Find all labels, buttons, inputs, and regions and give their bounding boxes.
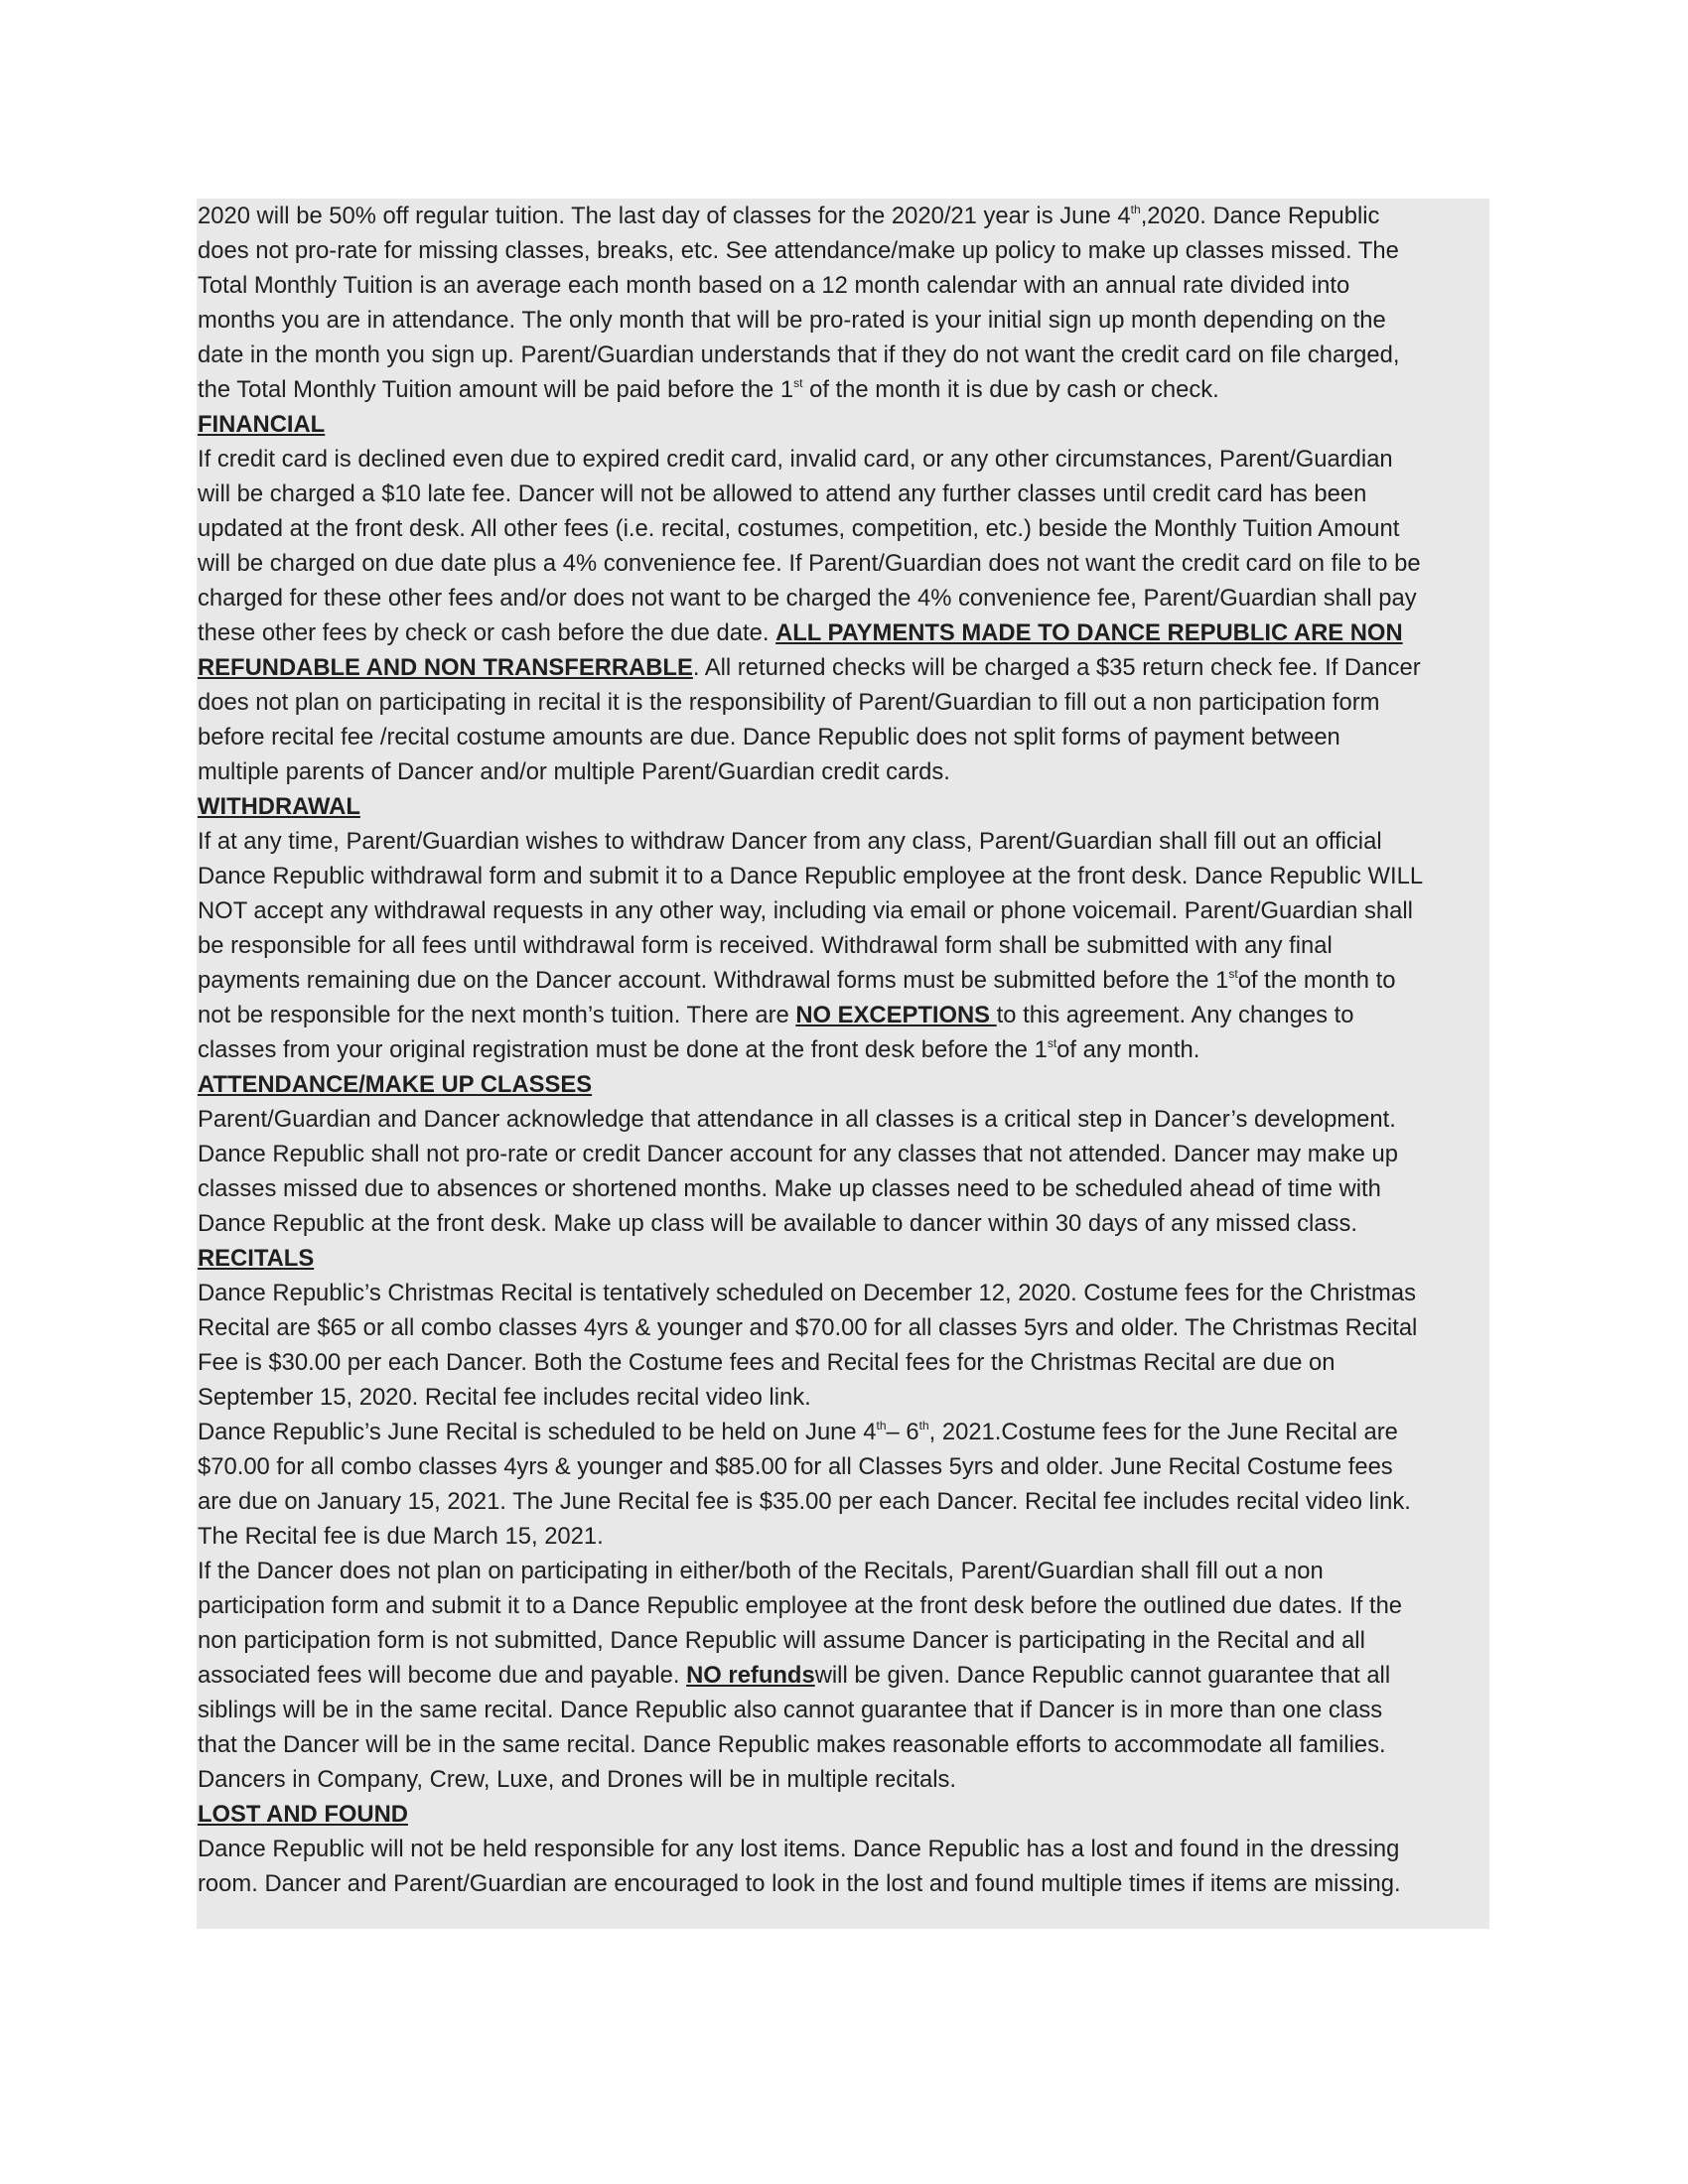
tuition-line-4: months you are in attendance. The only month that will be pro-rated is your initial sign up month depending on the: [198, 307, 1386, 334]
financial-line-6: [197, 615, 1489, 650]
attendance-line-2: Dance Republic shall not pro-rate or credit Dancer account for any classes that not attended. Dancer may make up: [198, 1141, 1398, 1167]
financial-line-1: If credit card is declined even due to expired credit card, invalid card, or any other circumstances, Parent/Guardian: [198, 446, 1393, 473]
text-run: the Total Monthly Tuition amount will be paid before the 1: [198, 376, 794, 403]
recitals-line-3: Fee is $30.00 per each Dancer. Both the Costume fees and Recital fees for the Christmas Recital are due on: [198, 1349, 1336, 1376]
financial-line-10: multiple parents of Dancer and/or multiple Parent/Guardian credit cards.: [198, 758, 950, 785]
text-run: 2020 will be 50% off regular tuition. The last day of classes for the 2020/21 year is June 4: [198, 203, 1131, 229]
recitals-line-7: are due on January 15, 2021. The June Recital fee is $35.00 per each Dancer. Recital fee includes recital video link.: [198, 1488, 1411, 1515]
withdrawal-line-6: [197, 998, 1489, 1032]
text-run: – 6: [886, 1419, 919, 1445]
tuition-line-5: date in the month you sign up. Parent/Guardian understands that if they do not want the credit card on file charged,: [198, 341, 1400, 368]
text-run: of any month.: [1056, 1036, 1200, 1063]
text-run: , 2021.Costume fees for the June Recital are: [928, 1419, 1398, 1445]
tuition-line-2: does not pro-rate for missing classes, breaks, etc. See attendance/make up policy to make up classes missed. The: [198, 237, 1399, 264]
financial-heading: FINANCIAL: [198, 411, 326, 438]
emphasis-text: REFUNDABLE AND NON TRANSFERRABLE: [198, 654, 693, 681]
emphasis-text: NO EXCEPTIONS: [795, 1002, 997, 1028]
superscript: th: [876, 1419, 887, 1433]
text-run: will be given. Dance Republic cannot guarantee that all: [814, 1662, 1391, 1689]
financial-line-2: will be charged a $10 late fee. Dancer will not be allowed to attend any further classes until credit card has been: [198, 480, 1367, 507]
recitals-line-10: participation form and submit it to a Dance Republic employee at the front desk before the outlined due dates. If the: [198, 1592, 1403, 1619]
text-run: ,2020. Dance Republic: [1140, 203, 1380, 229]
recitals-heading: RECITALS: [198, 1245, 315, 1272]
emphasis-text: ALL PAYMENTS MADE TO DANCE REPUBLIC ARE NON: [775, 619, 1403, 646]
recitals-line-9: If the Dancer does not plan on participating in either/both of the Recitals, Parent/Guardian shall fill out a non: [198, 1558, 1324, 1584]
tuition-line-3: Total Monthly Tuition is an average each month based on a 12 month calendar with an annual rate divided into: [198, 272, 1350, 299]
recitals-line-5: [197, 1415, 1489, 1449]
text-run: to this agreement. Any changes to: [996, 1002, 1354, 1028]
superscript: st: [793, 376, 803, 390]
financial-line-4: will be charged on due date plus a 4% convenience fee. If Parent/Guardian does not want the credit card on file to be: [198, 550, 1421, 577]
text-run: of the month it is due by cash or check.: [802, 376, 1219, 403]
text-run: Dance Republic’s June Recital is scheduled to be held on June 4: [198, 1419, 877, 1445]
recitals-line-12: [197, 1658, 1489, 1693]
withdrawal-line-2: Dance Republic withdrawal form and submit it to a Dance Republic employee at the front desk. Dance Republic WILL: [198, 863, 1424, 889]
recitals-line-4: September 15, 2020. Recital fee includes recital video link.: [198, 1384, 811, 1411]
recitals-line-14: that the Dancer will be in the same recital. Dance Republic makes reasonable efforts to accommodate all families.: [198, 1731, 1386, 1758]
recitals-line-11: non participation form is not submitted, Dance Republic will assume Dancer is participating in the Recital and all: [198, 1627, 1365, 1654]
emphasis-text: NO refunds: [686, 1662, 815, 1689]
recitals-line-2: Recital are $65 or all combo classes 4yrs & younger and $70.00 for all classes 5yrs and older. The Christmas Recital: [198, 1314, 1418, 1341]
financial-line-9: before recital fee /recital costume amounts are due. Dance Republic does not split forms of payment between: [198, 724, 1340, 751]
recitals-line-6: $70.00 for all combo classes 4yrs & younger and $85.00 for all Classes 5yrs and older. June Recital Costume fees: [198, 1453, 1393, 1480]
financial-line-7: [197, 650, 1489, 685]
attendance-line-4: Dance Republic at the front desk. Make up class will be available to dancer within 30 days of any missed class.: [198, 1210, 1357, 1237]
financial-line-8: does not plan on participating in recital it is the responsibility of Parent/Guardian to fill out a non participation form: [198, 689, 1380, 716]
withdrawal-heading: WITHDRAWAL: [198, 793, 360, 820]
lost-and-found-heading: LOST AND FOUND: [198, 1801, 408, 1828]
tuition-line-6: [197, 372, 1489, 407]
withdrawal-line-5: [197, 963, 1489, 998]
withdrawal-line-4: be responsible for all fees until withdrawal form is received. Withdrawal form shall be submitted with any final: [198, 932, 1333, 959]
attendance-line-1: Parent/Guardian and Dancer acknowledge that attendance in all classes is a critical step in Dancer’s development.: [198, 1106, 1396, 1133]
text-run: these other fees by check or cash before the due date.: [198, 619, 776, 646]
withdrawal-line-7: [197, 1032, 1489, 1067]
lost-and-found-line-1: Dance Republic will not be held responsible for any lost items. Dance Republic has a lost and found in the dressing: [198, 1836, 1400, 1862]
withdrawal-line-1: If at any time, Parent/Guardian wishes to withdraw Dancer from any class, Parent/Guardian shall fill out an official: [198, 828, 1382, 855]
text-run: not be responsible for the next month’s tuition. There are: [198, 1002, 796, 1028]
text-run: associated fees will become due and payable.: [198, 1662, 687, 1689]
withdrawal-line-3: NOT accept any withdrawal requests in any other way, including via email or phone voicemail. Parent/Guardian shall: [198, 897, 1413, 924]
attendance-line-3: classes missed due to absences or shortened months. Make up classes need to be scheduled ahead of time with: [198, 1175, 1381, 1202]
financial-line-5: charged for these other fees and/or does not want to be charged the 4% convenience fee, Parent/Guardian shall pay: [198, 585, 1417, 612]
text-run: payments remaining due on the Dancer account. Withdrawal forms must be submitted before the 1: [198, 967, 1229, 994]
superscript: th: [1130, 203, 1141, 216]
text-run: . All returned checks will be charged a $35 return check fee. If Dancer: [692, 654, 1421, 681]
superscript: th: [918, 1419, 929, 1433]
policy-text-block: [197, 199, 1489, 1929]
text-run: of the month to: [1237, 967, 1396, 994]
recitals-line-13: siblings will be in the same recital. Dance Republic also cannot guarantee that if Dancer is in more than one class: [198, 1697, 1383, 1723]
lost-and-found-line-2: room. Dancer and Parent/Guardian are encouraged to look in the lost and found multiple times if items are missing.: [198, 1870, 1401, 1897]
superscript: st: [1047, 1036, 1057, 1050]
recitals-line-1: Dance Republic’s Christmas Recital is tentatively scheduled on December 12, 2020. Costume fees for the Christmas: [198, 1280, 1416, 1306]
tuition-line-1: [197, 199, 1489, 233]
attendance-heading: ATTENDANCE/MAKE UP CLASSES: [198, 1071, 593, 1098]
superscript: st: [1228, 967, 1238, 981]
recitals-line-15: Dancers in Company, Crew, Luxe, and Drones will be in multiple recitals.: [198, 1766, 957, 1793]
text-run: classes from your original registration must be done at the front desk before the 1: [198, 1036, 1048, 1063]
financial-line-3: updated at the front desk. All other fees (i.e. recital, costumes, competition, etc.) beside the Monthly Tuition Amount: [198, 515, 1400, 542]
recitals-line-8: The Recital fee is due March 15, 2021.: [198, 1523, 604, 1550]
